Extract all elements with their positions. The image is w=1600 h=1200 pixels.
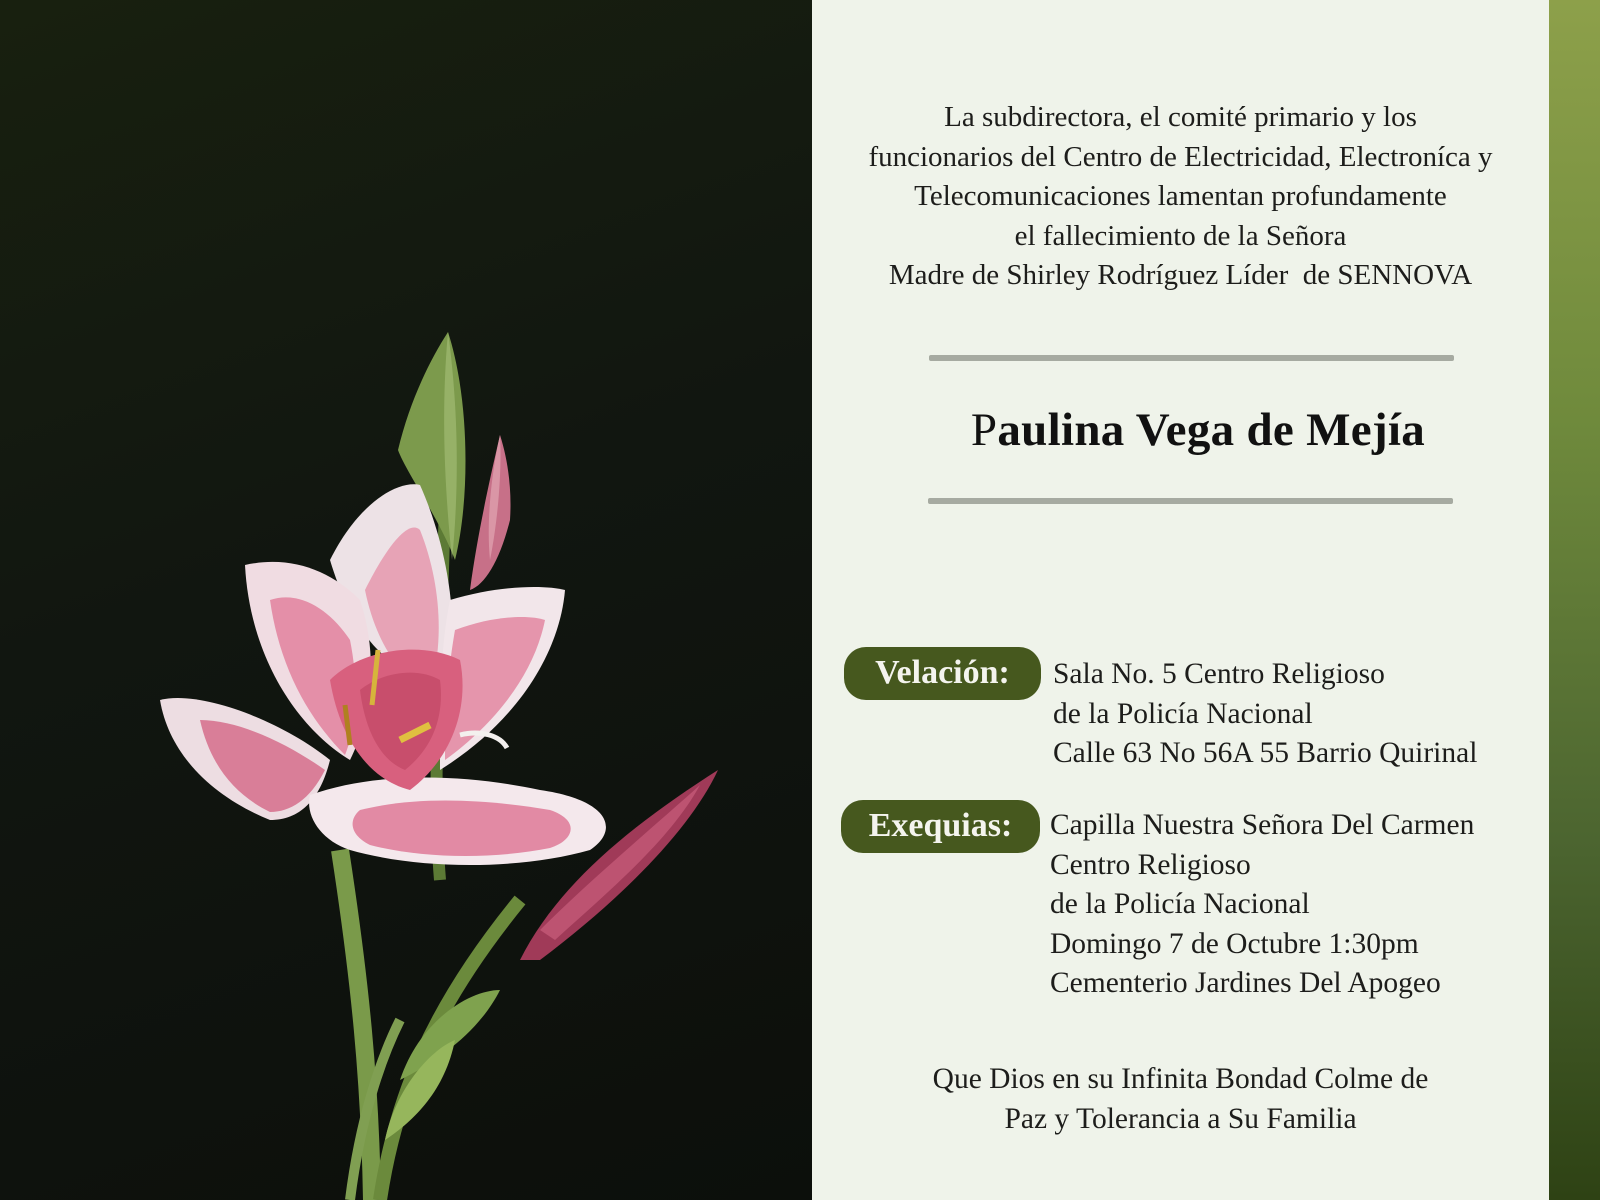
exequias-line: Centro Religioso (1050, 848, 1251, 881)
exequias-line: Cementerio Jardines Del Apogeo (1050, 967, 1441, 999)
intro-line: el fallecimiento de la Señora (1014, 219, 1347, 252)
exequias-label: Exequias: (841, 800, 1040, 853)
closing-line: Paz y Tolerancia a Su Familia (1004, 1102, 1357, 1135)
velacion-label: Velación: (844, 647, 1041, 700)
closing-line: Que Dios en su Infinita Bondad Colme de (932, 1063, 1429, 1095)
intro-line: Madre de Shirley Rodríguez Líder de SENNOVA (888, 259, 1473, 291)
intro-line: Telecomunicaciones lamentan profundamente (914, 180, 1447, 212)
condolence-intro (812, 98, 1549, 296)
velacion-line: Calle 63 No 56A 55 Barrio Quirinal (1053, 737, 1478, 769)
velacion-details (1053, 655, 1477, 774)
exequias-details (1050, 806, 1474, 1004)
flower-blossom (160, 484, 606, 865)
velacion-line: Sala No. 5 Centro Religioso (1053, 658, 1385, 690)
divider-top (929, 355, 1454, 361)
intro-line: La subdirectora, el comité primario y los (944, 101, 1417, 133)
closing-blessing (812, 1060, 1549, 1139)
green-side-stripe (1549, 0, 1600, 1200)
deceased-name (812, 403, 1584, 457)
velacion-line: de la Policía Nacional (1053, 697, 1313, 730)
deceased-name-initial: P (970, 404, 998, 456)
announcement-panel (812, 0, 1549, 1200)
divider-bottom (928, 498, 1453, 504)
intro-line: funcionarios del Centro de Electricidad, Electroníca y (868, 140, 1493, 173)
deceased-name-rest: aulina Vega de Mejía (997, 404, 1426, 456)
exequias-line: Capilla Nuestra Señora Del Carmen (1050, 809, 1475, 841)
exequias-line: de la Policía Nacional (1050, 888, 1310, 920)
exequias-line: Domingo 7 de Octubre 1:30pm (1050, 927, 1419, 960)
